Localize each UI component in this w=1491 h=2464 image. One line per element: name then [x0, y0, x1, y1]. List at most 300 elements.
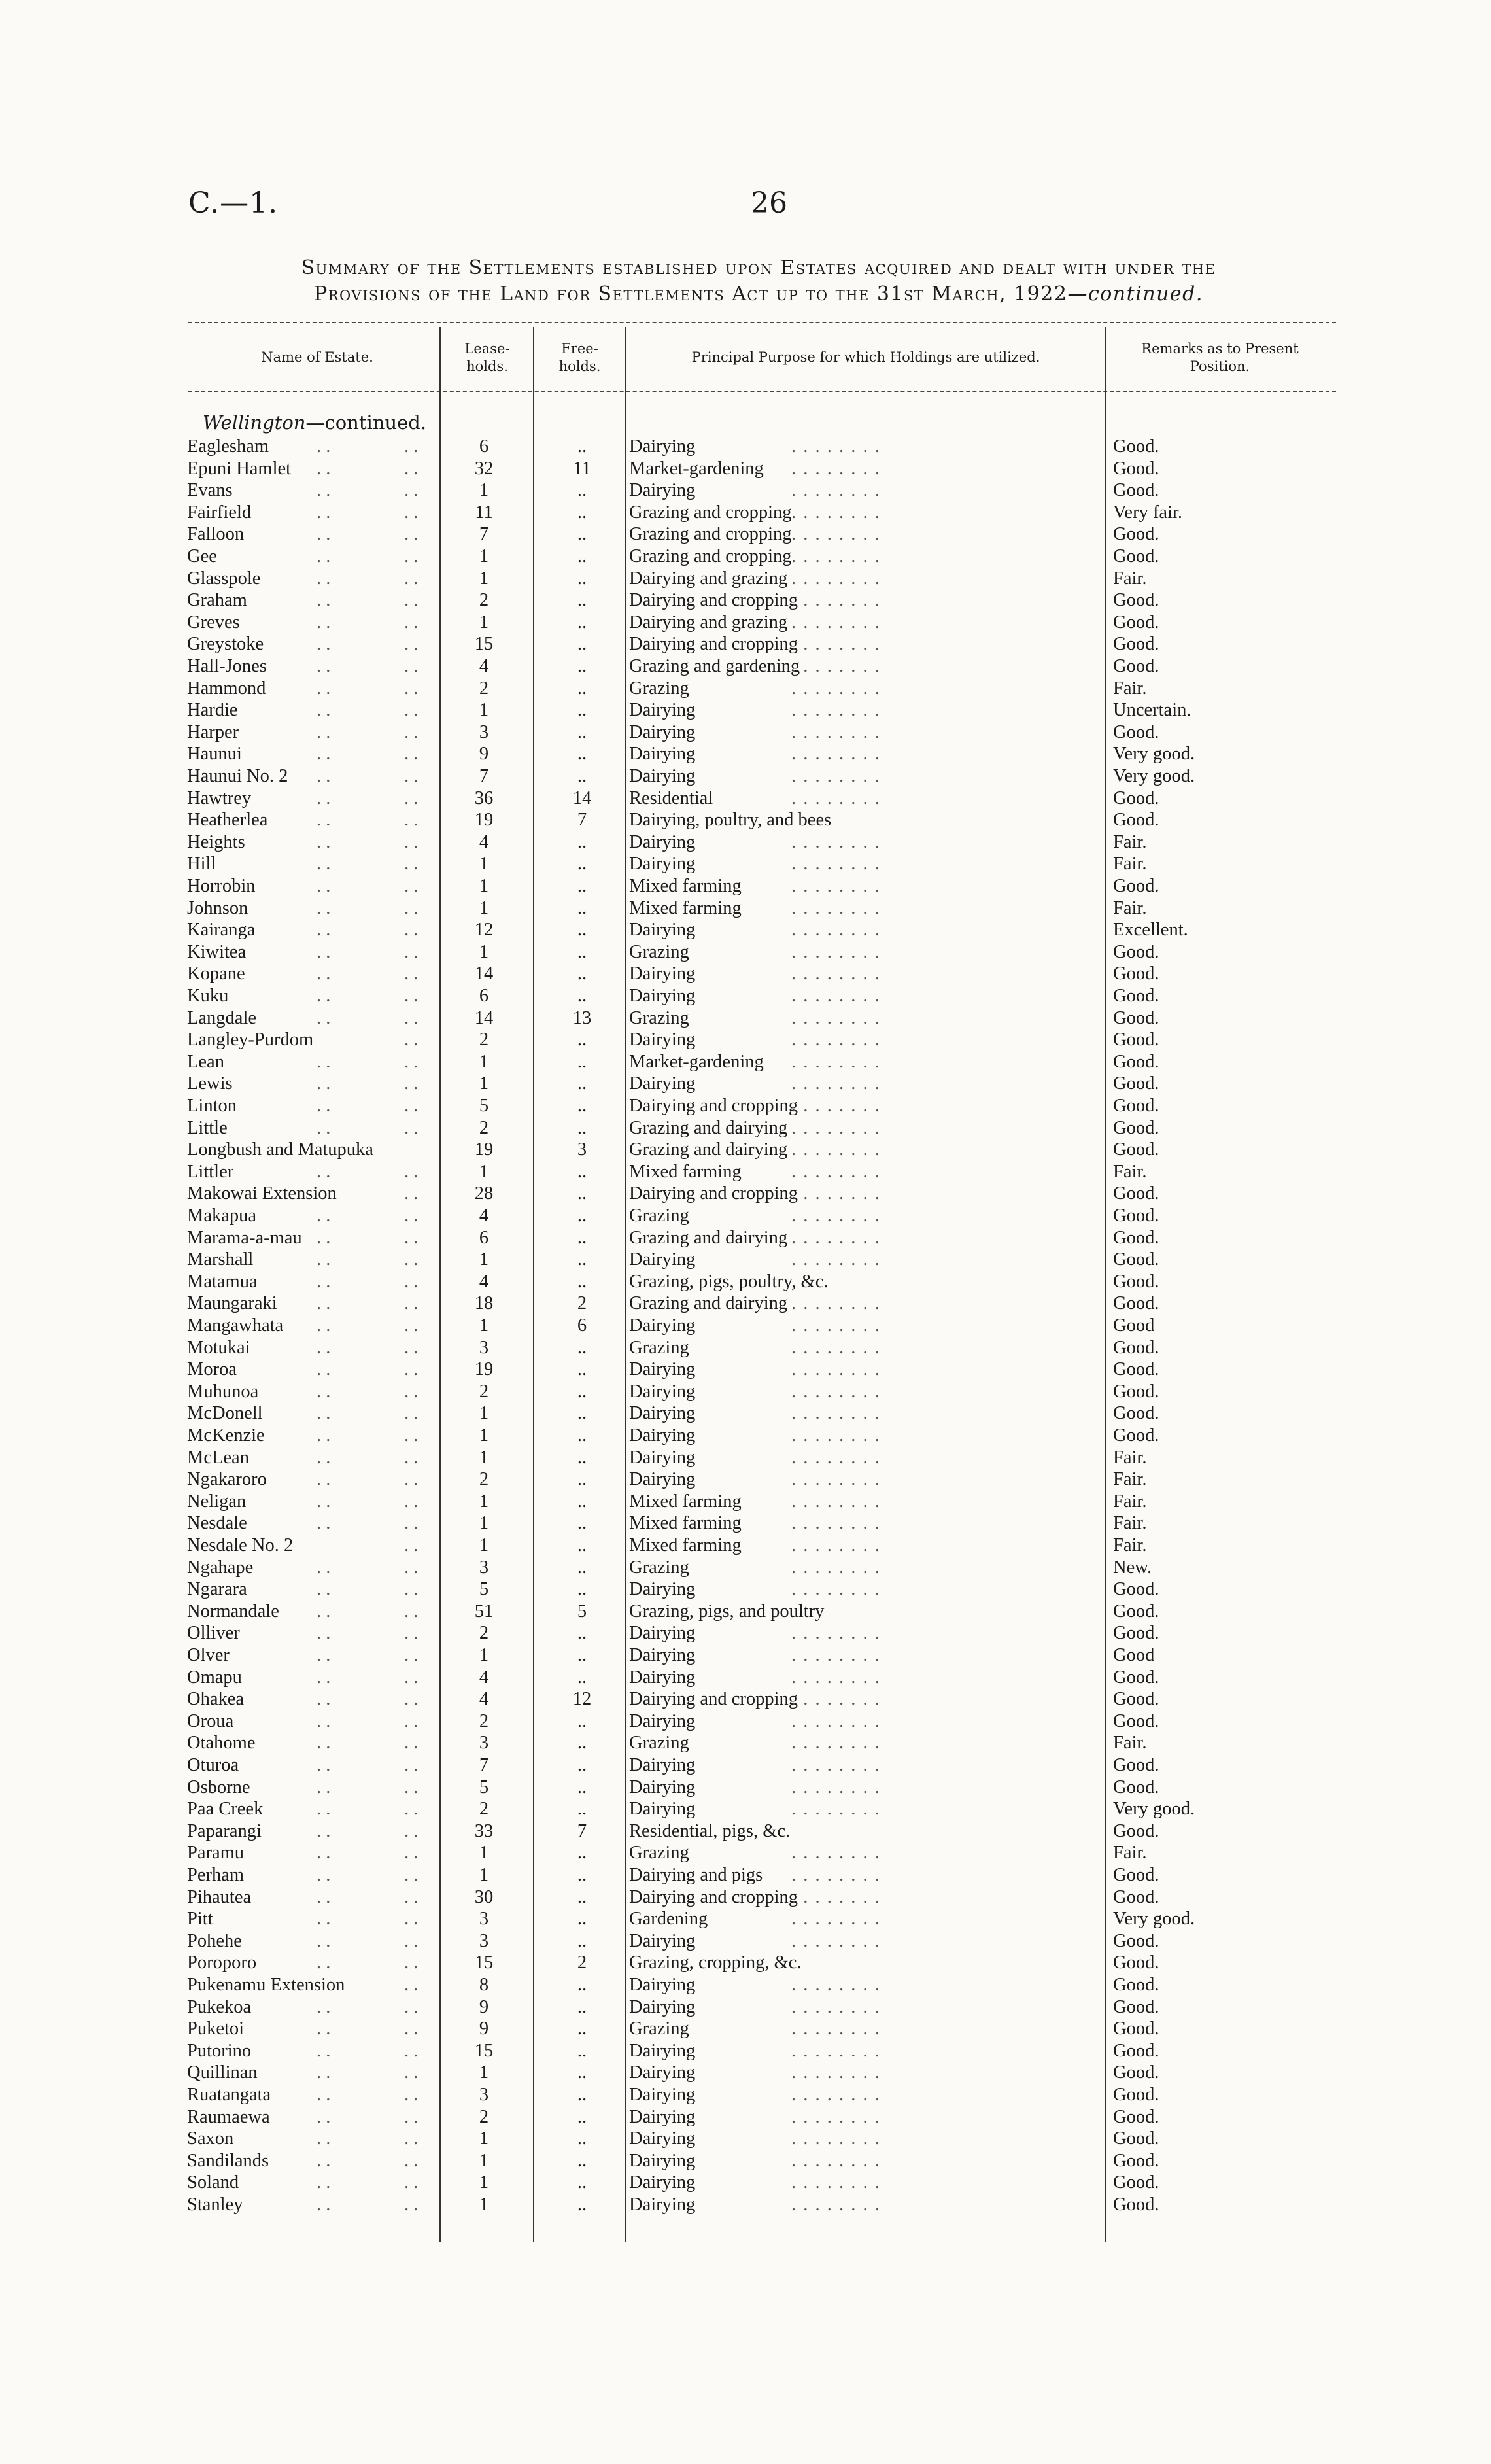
freeholds-value: .. — [577, 1667, 587, 1688]
freeholds-value: .. — [577, 1513, 587, 1534]
purpose-value: Dairying — [629, 766, 696, 786]
name-leader-dots: . . — [317, 1996, 331, 2017]
leaseholds-value: 3 — [479, 2085, 489, 2105]
freeholds-value: .. — [577, 1381, 587, 1402]
name-leader-dots: . . — [317, 1051, 331, 1072]
freeholds-value: .. — [577, 1623, 587, 1644]
leaseholds-value: 7 — [479, 1755, 489, 1775]
freeholds-value: 2 — [577, 1293, 587, 1314]
header-top-rule — [188, 322, 1336, 323]
name-leader-dots: . . — [404, 1425, 419, 1446]
purpose-value: Grazing — [629, 1843, 689, 1864]
remarks-value: Good. — [1113, 1777, 1159, 1797]
freeholds-value: .. — [577, 1096, 587, 1116]
name-leader-dots: . . — [404, 1930, 419, 1951]
table-row — [0, 853, 1491, 875]
remarks-value: Good. — [1113, 546, 1159, 566]
purpose-value: Grazing and dairying — [629, 1139, 788, 1160]
purpose-value: Dairying and cropping — [629, 1689, 798, 1710]
table-row — [0, 479, 1491, 502]
name-leader-dots: . . — [317, 2172, 331, 2193]
leaseholds-value: 2 — [479, 1117, 489, 1138]
purpose-leader-dots: . . . . . . . . — [791, 1227, 881, 1248]
purpose-leader-dots: . . . . . . . . — [791, 2128, 881, 2149]
name-leader-dots: . . — [404, 1820, 419, 1841]
purpose-leader-dots: . . . . . . . . — [791, 612, 881, 633]
estate-name: Osborne — [187, 1777, 250, 1797]
leaseholds-value: 3 — [479, 1337, 489, 1358]
estate-name: Nesdale No. 2 — [187, 1535, 294, 1555]
estate-name: Motukai — [187, 1337, 250, 1358]
remarks-value: Good. — [1113, 1051, 1159, 1072]
estate-name: Pukekoa — [187, 1996, 252, 2017]
leaseholds-value: 1 — [479, 1425, 489, 1446]
name-leader-dots: . . — [317, 1733, 331, 1754]
purpose-value: Dairying — [629, 1381, 696, 1402]
name-leader-dots: . . — [404, 986, 419, 1006]
name-leader-dots: . . — [317, 502, 331, 523]
estate-name: Perham — [187, 1865, 245, 1885]
leaseholds-value: 2 — [479, 2106, 489, 2127]
purpose-leader-dots: . . . . . . . . — [791, 1249, 881, 1270]
estate-name: Ngakaroro — [187, 1469, 267, 1490]
remarks-value: Fair. — [1113, 1535, 1147, 1555]
name-leader-dots: . . — [404, 1117, 419, 1138]
purpose-value: Grazing, pigs, and poultry — [629, 1601, 825, 1622]
purpose-leader-dots: . . . . . . . . — [791, 963, 881, 984]
name-leader-dots: . . — [404, 876, 419, 896]
name-leader-dots: . . — [404, 1579, 419, 1600]
table-row — [0, 1842, 1491, 1864]
name-leader-dots: . . — [317, 2195, 331, 2215]
table-row — [0, 589, 1491, 612]
freeholds-value: .. — [577, 1030, 587, 1050]
purpose-leader-dots: . . . . . . . . — [791, 1886, 881, 1907]
purpose-leader-dots: . . . . . . . . — [791, 1007, 881, 1028]
name-leader-dots: . . — [404, 1975, 419, 1995]
name-leader-dots: . . — [317, 766, 331, 786]
column-header-name: Name of Estate. — [261, 349, 373, 365]
leaseholds-value: 1 — [479, 941, 489, 962]
freeholds-value: .. — [577, 1710, 587, 1731]
purpose-leader-dots: . . . . . . . . — [791, 1623, 881, 1644]
table-row — [0, 1029, 1491, 1051]
remarks-value: Good. — [1113, 810, 1159, 831]
purpose-value: Dairying — [629, 1315, 696, 1336]
estate-name: Puketoi — [187, 2019, 245, 2039]
name-leader-dots: . . — [317, 1557, 331, 1578]
purpose-value: Dairying — [629, 2128, 696, 2149]
leaseholds-value: 4 — [479, 1271, 489, 1292]
name-leader-dots: . . — [404, 831, 419, 852]
table-row — [0, 1359, 1491, 1381]
remarks-value: Good. — [1113, 1183, 1159, 1204]
leaseholds-value: 6 — [479, 1227, 489, 1248]
freeholds-value: 7 — [577, 1820, 587, 1841]
table-row — [0, 1512, 1491, 1535]
name-leader-dots: . . — [317, 721, 331, 742]
purpose-value: Dairying — [629, 721, 696, 742]
name-leader-dots: . . — [317, 1843, 331, 1864]
name-leader-dots: . . — [404, 721, 419, 742]
estate-name: Linton — [187, 1096, 237, 1116]
purpose-value: Mixed farming — [629, 897, 742, 918]
purpose-leader-dots: . . . . . . . . — [791, 502, 881, 523]
name-leader-dots: . . — [317, 876, 331, 896]
estate-name: Heights — [187, 831, 245, 852]
table-row — [0, 699, 1491, 721]
purpose-value: Mixed farming — [629, 1161, 742, 1182]
freeholds-value: .. — [577, 590, 587, 611]
purpose-leader-dots: . . . . . . . . — [791, 1469, 881, 1490]
purpose-value: Dairying — [629, 2085, 696, 2105]
remarks-value: Good. — [1113, 2195, 1159, 2215]
freeholds-value: .. — [577, 897, 587, 918]
purpose-leader-dots: . . . . . . . . — [791, 1930, 881, 1951]
estate-name: Moroa — [187, 1359, 237, 1380]
table-row — [0, 1073, 1491, 1095]
purpose-leader-dots: . . . . . . . . — [791, 568, 881, 589]
name-leader-dots: . . — [317, 1117, 331, 1138]
purpose-leader-dots: . . . . . . . . — [791, 634, 881, 655]
page-reference: C.—1. — [188, 186, 279, 220]
name-leader-dots: . . — [317, 1206, 331, 1226]
purpose-value: Grazing — [629, 1206, 689, 1226]
freeholds-value: .. — [577, 941, 587, 962]
purpose-leader-dots: . . . . . . . . — [791, 2172, 881, 2193]
leaseholds-value: 28 — [474, 1183, 494, 1204]
estate-name: Putorino — [187, 2040, 252, 2061]
purpose-value: Dairying and cropping — [629, 1183, 798, 1204]
table-row — [0, 655, 1491, 678]
name-leader-dots: . . — [404, 1689, 419, 1710]
leaseholds-value: 4 — [479, 1689, 489, 1710]
table-row — [0, 1864, 1491, 1886]
table-row — [0, 1402, 1491, 1425]
purpose-value: Dairying — [629, 1469, 696, 1490]
freeholds-value: .. — [577, 634, 587, 655]
name-leader-dots: . . — [404, 2085, 419, 2105]
table-row — [0, 2150, 1491, 2172]
remarks-value: Good. — [1113, 1755, 1159, 1775]
table-row — [0, 1007, 1491, 1030]
name-leader-dots: . . — [317, 2040, 331, 2061]
table-row — [0, 612, 1491, 634]
remarks-value: Good. — [1113, 524, 1159, 545]
estate-name: Nesdale — [187, 1513, 247, 1534]
leaseholds-value: 1 — [479, 546, 489, 566]
leaseholds-value: 15 — [474, 1952, 494, 1973]
name-leader-dots: . . — [317, 1799, 331, 1820]
purpose-value: Dairying — [629, 1799, 696, 1820]
remarks-value: Very good. — [1113, 1799, 1195, 1820]
name-leader-dots: . . — [317, 2106, 331, 2127]
name-leader-dots: . . — [317, 1249, 331, 1270]
table-row — [0, 1447, 1491, 1469]
name-leader-dots: . . — [404, 1293, 419, 1314]
freeholds-value: .. — [577, 546, 587, 566]
remarks-value: Good. — [1113, 1996, 1159, 2017]
name-leader-dots: . . — [404, 1886, 419, 1907]
purpose-leader-dots: . . . . . . . . — [791, 2019, 881, 2039]
table-row — [0, 1798, 1491, 1820]
name-leader-dots: . . — [317, 1096, 331, 1116]
name-leader-dots: . . — [317, 1271, 331, 1292]
estate-name: Quillinan — [187, 2062, 258, 2083]
table-row — [0, 1491, 1491, 1513]
purpose-leader-dots: . . . . . . . . — [791, 1315, 881, 1336]
table-row — [0, 1249, 1491, 1271]
table-row — [0, 985, 1491, 1007]
purpose-value: Residential, pigs, &c. — [629, 1820, 791, 1841]
estate-name: Ngarara — [187, 1579, 247, 1600]
table-row — [0, 458, 1491, 480]
freeholds-value: .. — [577, 2172, 587, 2193]
leaseholds-value: 1 — [479, 1447, 489, 1468]
purpose-leader-dots: . . . . . . . . — [791, 1909, 881, 1930]
leaseholds-value: 2 — [479, 1030, 489, 1050]
purpose-value: Dairying — [629, 2062, 696, 2083]
leaseholds-value: 1 — [479, 1051, 489, 1072]
name-leader-dots: . . — [404, 1865, 419, 1885]
estate-name: Maungaraki — [187, 1293, 277, 1314]
purpose-leader-dots: . . . . . . . . — [791, 1975, 881, 1995]
name-leader-dots: . . — [317, 1710, 331, 1731]
estate-name: Graham — [187, 590, 247, 611]
remarks-value: Good. — [1113, 1030, 1159, 1050]
name-leader-dots: . . — [404, 1755, 419, 1775]
freeholds-value: .. — [577, 568, 587, 589]
name-leader-dots: . . — [404, 590, 419, 611]
purpose-leader-dots: . . . . . . . . — [791, 1579, 881, 1600]
estate-name: Kopane — [187, 963, 245, 984]
header-bottom-rule — [188, 391, 1336, 392]
freeholds-value: .. — [577, 2195, 587, 2215]
table-row — [0, 765, 1491, 788]
freeholds-value: .. — [577, 1447, 587, 1468]
estate-name: Paa Creek — [187, 1799, 264, 1820]
leaseholds-value: 2 — [479, 1623, 489, 1644]
table-row — [0, 1425, 1491, 1447]
remarks-value: Good — [1113, 1315, 1155, 1336]
purpose-leader-dots: . . . . . . . . — [791, 656, 881, 676]
leaseholds-value: 1 — [479, 1073, 489, 1094]
name-leader-dots: . . — [404, 634, 419, 655]
remarks-value: Good. — [1113, 1403, 1159, 1424]
estate-name: Hall-Jones — [187, 656, 267, 676]
leaseholds-value: 2 — [479, 1469, 489, 1490]
purpose-value: Grazing and dairying — [629, 1293, 788, 1314]
purpose-value: Grazing and cropping — [629, 524, 792, 545]
purpose-value: Grazing — [629, 1733, 689, 1754]
table-row — [0, 1688, 1491, 1710]
name-leader-dots: . . — [317, 590, 331, 611]
leaseholds-value: 2 — [479, 1381, 489, 1402]
name-leader-dots: . . — [404, 1051, 419, 1072]
estate-name: Pukenamu Extension — [187, 1975, 345, 1995]
estate-name: Glasspole — [187, 568, 261, 589]
name-leader-dots: . . — [404, 1623, 419, 1644]
remarks-value: Good. — [1113, 1096, 1159, 1116]
purpose-value: Residential — [629, 788, 713, 808]
freeholds-value: .. — [577, 1975, 587, 1995]
table-row — [0, 523, 1491, 546]
leaseholds-value: 4 — [479, 1667, 489, 1688]
remarks-value: Good. — [1113, 1710, 1159, 1731]
column-header-remarks: Remarks as to Present Position. — [1141, 341, 1299, 374]
estate-name: Harper — [187, 721, 239, 742]
estate-name: Omapu — [187, 1667, 242, 1688]
purpose-leader-dots: . . . . . . . . — [791, 1425, 881, 1446]
estate-name: Johnson — [187, 897, 248, 918]
purpose-leader-dots: . . . . . . . . — [791, 831, 881, 852]
estate-name: Otahome — [187, 1733, 256, 1754]
name-leader-dots: . . — [404, 1249, 419, 1270]
purpose-value: Grazing, cropping, &c. — [629, 1952, 802, 1973]
column-header-purpose: Principal Purpose for which Holdings are utilized. — [691, 349, 1040, 365]
estate-name: McKenzie — [187, 1425, 265, 1446]
purpose-leader-dots: . . . . . . . . — [791, 876, 881, 896]
remarks-value: Good. — [1113, 2128, 1159, 2149]
freeholds-value: .. — [577, 1645, 587, 1665]
leaseholds-value: 3 — [479, 1733, 489, 1754]
leaseholds-value: 3 — [479, 1930, 489, 1951]
estate-name: Paparangi — [187, 1820, 262, 1841]
estate-name: McDonell — [187, 1403, 263, 1424]
purpose-value: Grazing — [629, 678, 689, 699]
table-row — [0, 678, 1491, 700]
name-leader-dots: . . — [317, 986, 331, 1006]
freeholds-value: .. — [577, 1206, 587, 1226]
freeholds-value: .. — [577, 700, 587, 721]
name-leader-dots: . . — [404, 1843, 419, 1864]
freeholds-value: .. — [577, 1799, 587, 1820]
remarks-value: Good. — [1113, 876, 1159, 896]
freeholds-value: .. — [577, 480, 587, 501]
name-leader-dots: . . — [317, 1689, 331, 1710]
remarks-value: Good. — [1113, 590, 1159, 611]
purpose-leader-dots: . . . . . . . . — [791, 766, 881, 786]
remarks-value: New. — [1113, 1557, 1152, 1578]
leaseholds-value: 1 — [479, 1315, 489, 1336]
name-leader-dots: . . — [317, 1293, 331, 1314]
table-row — [0, 1732, 1491, 1754]
purpose-leader-dots: . . . . . . . . — [791, 458, 881, 479]
freeholds-value: .. — [577, 1117, 587, 1138]
remarks-value: Good. — [1113, 656, 1159, 676]
table-row — [0, 788, 1491, 810]
estate-name: Fairfield — [187, 502, 252, 523]
freeholds-value: .. — [577, 963, 587, 984]
freeholds-value: .. — [577, 1337, 587, 1358]
remarks-value: Good. — [1113, 1623, 1159, 1644]
freeholds-value: .. — [577, 1996, 587, 2017]
leaseholds-value: 3 — [479, 1557, 489, 1578]
purpose-value: Dairying — [629, 744, 696, 765]
leaseholds-value: 14 — [474, 963, 494, 984]
freeholds-value: .. — [577, 1777, 587, 1797]
remarks-value: Good. — [1113, 2172, 1159, 2193]
name-leader-dots: . . — [404, 1952, 419, 1973]
name-leader-dots: . . — [317, 656, 331, 676]
name-leader-dots: . . — [317, 2128, 331, 2149]
name-leader-dots: . . — [404, 2172, 419, 2193]
estate-name: Ohakea — [187, 1689, 245, 1710]
name-leader-dots: . . — [317, 1073, 331, 1094]
name-leader-dots: . . — [404, 1513, 419, 1534]
leaseholds-value: 7 — [479, 766, 489, 786]
purpose-value: Dairying — [629, 1777, 696, 1797]
name-leader-dots: . . — [404, 1227, 419, 1248]
name-leader-dots: . . — [404, 1799, 419, 1820]
name-leader-dots: . . — [317, 1425, 331, 1446]
freeholds-value: .. — [577, 2085, 587, 2105]
name-leader-dots: . . — [317, 854, 331, 875]
name-leader-dots: . . — [404, 612, 419, 633]
leaseholds-value: 1 — [479, 612, 489, 633]
name-leader-dots: . . — [404, 1491, 419, 1512]
table-row — [0, 1908, 1491, 1930]
freeholds-value: 2 — [577, 1952, 587, 1973]
leaseholds-value: 3 — [479, 1909, 489, 1930]
table-row — [0, 2128, 1491, 2150]
name-leader-dots: . . — [404, 1206, 419, 1226]
purpose-leader-dots: . . . . . . . . — [791, 1139, 881, 1160]
name-leader-dots: . . — [317, 1623, 331, 1644]
remarks-value: Good. — [1113, 1865, 1159, 1885]
remarks-value: Good. — [1113, 2062, 1159, 2083]
name-leader-dots: . . — [317, 568, 331, 589]
remarks-value: Good. — [1113, 1206, 1159, 1226]
purpose-value: Dairying — [629, 1030, 696, 1050]
purpose-value: Dairying — [629, 436, 696, 457]
name-leader-dots: . . — [404, 546, 419, 566]
estate-name: Matamua — [187, 1271, 258, 1292]
remarks-value: Fair. — [1113, 1447, 1147, 1468]
purpose-leader-dots: . . . . . . . . — [791, 721, 881, 742]
name-leader-dots: . . — [404, 700, 419, 721]
purpose-value: Dairying — [629, 1425, 696, 1446]
remarks-value: Good. — [1113, 1975, 1159, 1995]
purpose-leader-dots: . . . . . . . . — [791, 986, 881, 1006]
freeholds-value: .. — [577, 2019, 587, 2039]
remarks-value: Fair. — [1113, 1843, 1147, 1864]
freeholds-value: .. — [577, 721, 587, 742]
freeholds-value: .. — [577, 1425, 587, 1446]
leaseholds-value: 9 — [479, 2019, 489, 2039]
remarks-value: Fair. — [1113, 897, 1147, 918]
purpose-value: Grazing and gardening — [629, 656, 800, 676]
estate-name: Little — [187, 1117, 228, 1138]
purpose-leader-dots: . . . . . . . . — [791, 2085, 881, 2105]
name-leader-dots: . . — [317, 1886, 331, 1907]
estate-name: Oroua — [187, 1710, 234, 1731]
freeholds-value: .. — [577, 854, 587, 875]
leaseholds-value: 4 — [479, 831, 489, 852]
name-leader-dots: . . — [404, 1096, 419, 1116]
purpose-value: Dairying — [629, 2040, 696, 2061]
purpose-leader-dots: . . . . . . . . — [791, 1733, 881, 1754]
freeholds-value: .. — [577, 1359, 587, 1380]
purpose-value: Dairying — [629, 1755, 696, 1775]
leaseholds-value: 1 — [479, 568, 489, 589]
name-leader-dots: . . — [317, 634, 331, 655]
purpose-value: Dairying — [629, 1623, 696, 1644]
purpose-value: Dairying — [629, 1996, 696, 2017]
freeholds-value: .. — [577, 986, 587, 1006]
freeholds-value: .. — [577, 524, 587, 545]
estate-name: Ruatangata — [187, 2085, 271, 2105]
